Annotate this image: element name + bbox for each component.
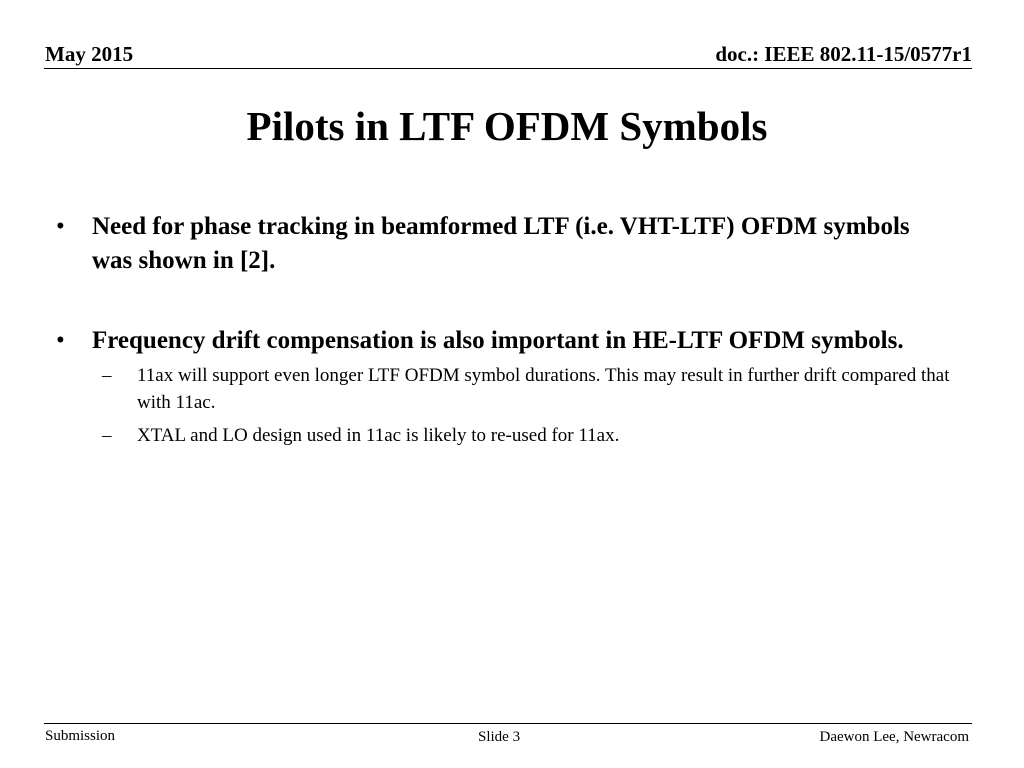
sub-bullet-item bbox=[92, 362, 952, 416]
sub-bullet-text: XTAL and LO design used in 11ac is likely to re-used for 11ax. bbox=[137, 425, 620, 446]
footer-divider bbox=[44, 723, 972, 724]
bullet-mark: • bbox=[56, 213, 65, 240]
footer-submission: Submission bbox=[45, 728, 116, 744]
slide-number: Slide 3 bbox=[478, 729, 521, 745]
dash-mark: – bbox=[102, 365, 112, 386]
sub-bullet-list bbox=[92, 362, 952, 449]
bullet-item bbox=[52, 324, 952, 449]
header-date: May 2015 bbox=[45, 42, 134, 66]
sub-bullet-item bbox=[92, 422, 952, 449]
slide-title: Pilots in LTF OFDM Symbols bbox=[246, 103, 768, 149]
bullet-mark: • bbox=[56, 327, 65, 354]
footer-author: Daewon Lee, Newracom bbox=[819, 729, 969, 745]
header-doc-id: doc.: IEEE 802.11-15/0577r1 bbox=[715, 42, 972, 66]
bullet-item bbox=[52, 210, 952, 278]
bullet-text: Frequency drift compensation is also important in HE-LTF OFDM symbols. bbox=[92, 327, 904, 354]
dash-mark: – bbox=[102, 425, 112, 446]
header-divider bbox=[44, 68, 972, 69]
bullet-text: Need for phase tracking in beamformed LTF (i.e. VHT-LTF) OFDM symbols was shown in [2]. bbox=[92, 213, 910, 274]
sub-bullet-text: 11ax will support even longer LTF OFDM symbol durations. This may result in further drift compared that with 11ac. bbox=[137, 365, 950, 413]
bullet-list bbox=[52, 210, 952, 449]
